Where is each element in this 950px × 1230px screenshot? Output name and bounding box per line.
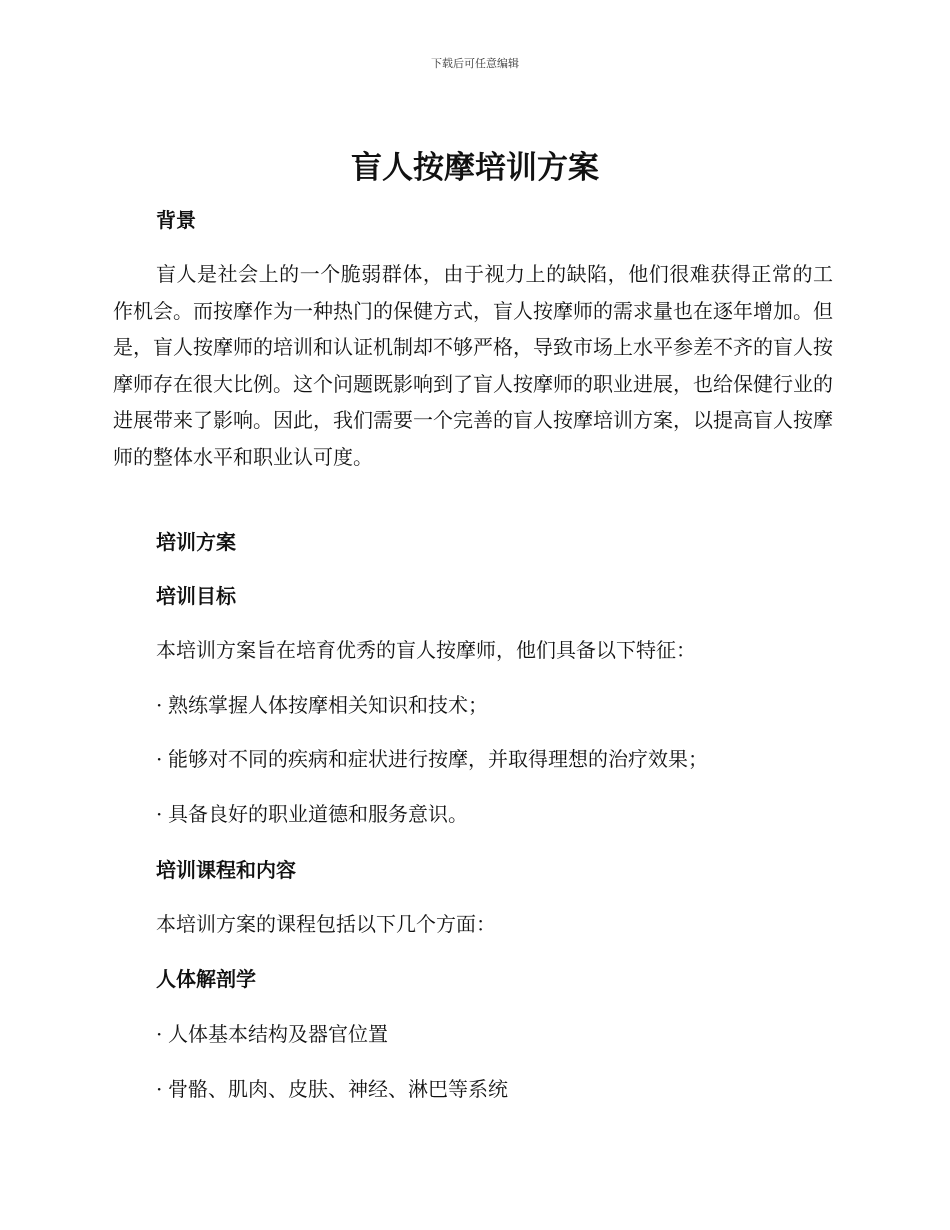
page-header-note: 下载后可任意编辑 (431, 57, 519, 70)
list-item-text: 具备良好的职业道德和服务意识。 (168, 802, 468, 826)
list-item-text: 熟练掌握人体按摩相关知识和技术； (168, 693, 488, 717)
list-item-anatomy-2 (156, 1076, 508, 1102)
list-item-goal-3 (156, 801, 468, 827)
bullet-marker: · (156, 747, 163, 771)
subheading-anatomy: 人体解剖学 (156, 967, 256, 991)
list-item-text: 骨骼、肌肉、皮肤、神经、淋巴等系统 (168, 1077, 508, 1101)
list-item-goal-2 (156, 746, 708, 772)
courses-intro: 本培训方案的课程包括以下几个方面： (156, 912, 496, 936)
goals-intro: 本培训方案旨在培育优秀的盲人按摩师，他们具备以下特征： (156, 638, 696, 662)
list-item-anatomy-1 (156, 1021, 388, 1047)
list-item-text: 人体基本结构及器官位置 (168, 1022, 388, 1046)
section-heading-background: 背景 (156, 208, 196, 232)
bullet-marker: · (156, 1077, 163, 1101)
bullet-marker: · (156, 1022, 163, 1046)
document-title: 盲人按摩培训方案 (351, 150, 599, 186)
subheading-courses: 培训课程和内容 (156, 858, 296, 882)
bullet-marker: · (156, 802, 163, 826)
bullet-marker: · (156, 693, 163, 717)
list-item-goal-1 (156, 692, 488, 718)
section-heading-training-plan: 培训方案 (156, 530, 236, 554)
subheading-training-goals: 培训目标 (156, 584, 236, 608)
background-paragraph: 盲人是社会上的一个脆弱群体，由于视力上的缺陷，他们很难获得正常的工作机会。而按摩作为一种热门的保健方式，盲人按摩师的需求量也在逐年增加。但是，盲人按摩师的培训和认证机制却不够严格，导致市场上水平参差不齐的盲人按摩师存在很大比例。这个问题既影响到了盲人按摩师的职业进展，也给保健行业的进展带来了影响。因此，我们需要一个完善的盲人按摩培训方案，以提高盲人按摩师的整体水平和职业认可度。 (113, 262, 833, 469)
list-item-text: 能够对不同的疾病和症状进行按摩，并取得理想的治疗效果； (168, 747, 708, 771)
